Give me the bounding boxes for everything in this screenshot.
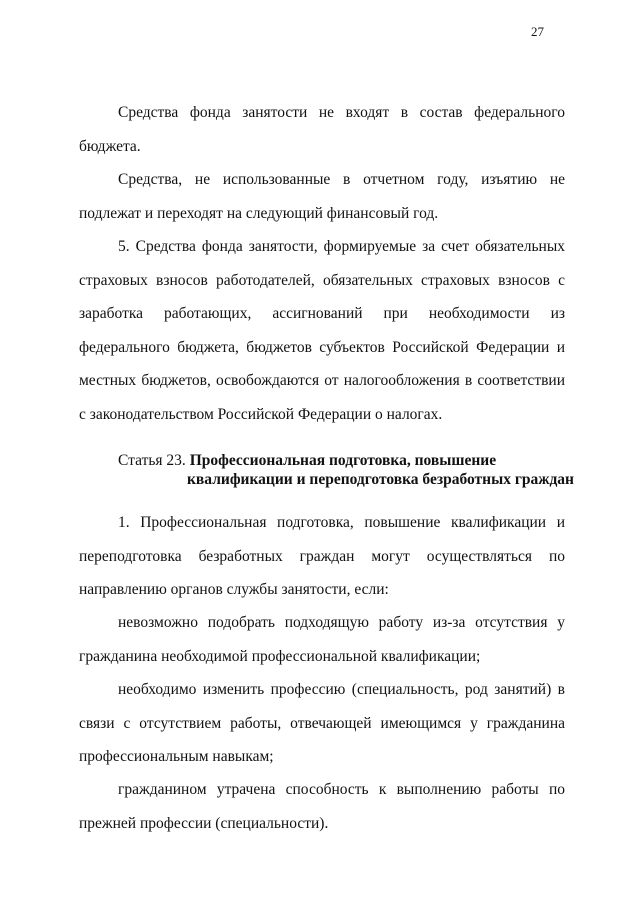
paragraph-condition-change-profession: необходимо изменить профессию (специальность, род занятий) в связи с отсутствием работы, отвечающей имеющимся у гражданина профессиональным навыкам; bbox=[79, 681, 565, 765]
paragraph-training-conditions: 1. Профессиональная подготовка, повышение квалификации и переподготовка безработных граждан могут осуществляться по направлению органов службы занятости, если: bbox=[79, 514, 565, 598]
paragraph-condition-no-qualification: невозможно подобрать подходящую работу из-за отсутствия у гражданина необходимой профессиональной квалификации; bbox=[79, 614, 565, 665]
page-number: 27 bbox=[531, 24, 544, 39]
paragraph-fund-not-federal: Средства фонда занятости не входят в состав федерального бюджета. bbox=[79, 104, 565, 155]
article-title-line2: квалификации и переподготовка безработных граждан bbox=[187, 471, 574, 488]
article-title-line1: Профессиональная подготовка, повышение bbox=[189, 452, 497, 469]
paragraph-condition-lost-ability: гражданином утрачена способность к выполнению работы по прежней профессии (специальности). bbox=[79, 781, 565, 832]
article-number: Статья 23. bbox=[118, 452, 186, 469]
paragraph-unused-funds: Средства, не использованные в отчетном году, изъятию не подлежат и переходят на следующий финансовый год. bbox=[79, 171, 565, 222]
paragraph-tax-exemption: 5. Средства фонда занятости, формируемые за счет обязательных страховых взносов работодателей, обязательных страховых взносов с заработка работающих, ассигнований при необходимости из федерального бюджета, бюджетов субъектов Российской Федерации и местных бюджетов, освобождаются от налогообложения в соответствии с законодательством Российской Федерации о налогах. bbox=[79, 238, 565, 423]
article-heading bbox=[118, 451, 578, 489]
